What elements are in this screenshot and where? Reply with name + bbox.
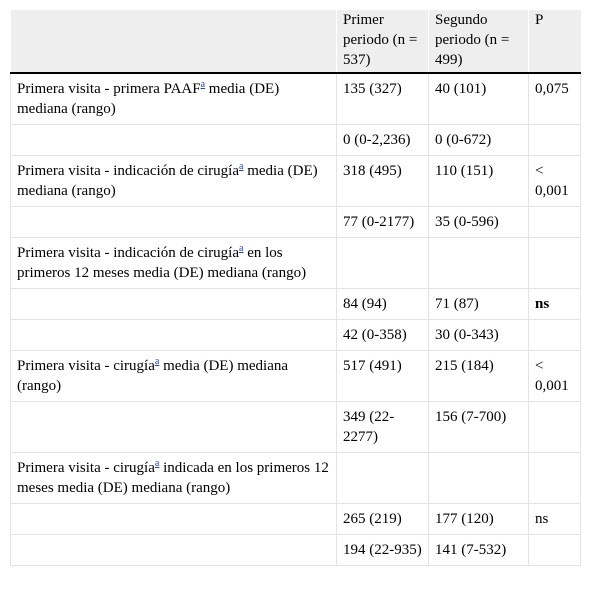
table-row [11,453,581,504]
second-period-value: 156 (7-700) [429,402,529,453]
data-table-container [10,10,580,566]
p-value [529,125,581,156]
table-row [11,207,581,238]
table-row [11,156,581,207]
second-period-value: 35 (0-596) [429,207,529,238]
table-row [11,73,581,125]
p-value [529,207,581,238]
row-label [11,402,337,453]
row-label: Primera visita - cirugía$^a$ media (DE) mediana (rango) [11,351,337,402]
p-value [529,453,581,504]
second-period-value [429,453,529,504]
first-period-value: 77 (0-2177) [337,207,429,238]
table-row [11,402,581,453]
footnote-link[interactable]: a [200,79,206,90]
header-p-value: P [529,10,581,73]
p-value: ns [529,289,581,320]
second-period-value: 177 (120) [429,504,529,535]
p-value: < 0,001 [529,351,581,402]
first-period-value: 135 (327) [337,73,429,125]
p-value: < 0,001 [529,156,581,207]
first-period-value: 517 (491) [337,351,429,402]
row-label: Primera visita - indicación de cirugía$^a$ en los primeros 12 meses media (DE) mediana (rango) [11,238,337,289]
second-period-value: 71 (87) [429,289,529,320]
table-row [11,351,581,402]
row-label [11,125,337,156]
first-period-value [337,238,429,289]
row-label: Primera visita - indicación de cirugía$^a$ media (DE) mediana (rango) [11,156,337,207]
table-row [11,289,581,320]
row-label: Primera visita - primera PAAF$^a$ media (DE) mediana (rango) [11,73,337,125]
footnote-link[interactable]: a [154,458,160,469]
first-period-value: 84 (94) [337,289,429,320]
second-period-value: 141 (7-532) [429,535,529,566]
footnote-link[interactable]: a [239,243,244,254]
footnote-link[interactable]: a [239,161,244,172]
second-period-value: 40 (101) [429,73,529,125]
p-value [529,535,581,566]
table-header [11,10,581,73]
second-period-value: 110 (151) [429,156,529,207]
table-body [11,73,581,566]
second-period-value [429,238,529,289]
first-period-value: 318 (495) [337,156,429,207]
p-value [529,402,581,453]
first-period-value: 265 (219) [337,504,429,535]
second-period-value: 0 (0-672) [429,125,529,156]
header-label-column [11,10,337,73]
first-period-value: 194 (22-935) [337,535,429,566]
row-label [11,207,337,238]
p-value [529,320,581,351]
footnote-link[interactable]: a [154,356,160,367]
row-label: Primera visita - cirugía$^a$ indicada en los primeros 12 meses media (DE) mediana (rango) [11,453,337,504]
table-row [11,125,581,156]
header-row [11,10,581,73]
data-table [10,10,581,566]
p-value: 0,075 [529,73,581,125]
header-first-period: Primer periodo (n = 537) [337,10,429,73]
table-row [11,504,581,535]
row-label [11,504,337,535]
table-row [11,238,581,289]
first-period-value: 42 (0-358) [337,320,429,351]
table-row [11,320,581,351]
row-label [11,289,337,320]
p-value: ns [529,504,581,535]
row-label [11,320,337,351]
second-period-value: 30 (0-343) [429,320,529,351]
second-period-value: 215 (184) [429,351,529,402]
p-value [529,238,581,289]
first-period-value: 349 (22-2277) [337,402,429,453]
row-label [11,535,337,566]
table-row [11,535,581,566]
first-period-value: 0 (0-2,236) [337,125,429,156]
first-period-value [337,453,429,504]
header-second-period: Segundo periodo (n = 499) [429,10,529,73]
